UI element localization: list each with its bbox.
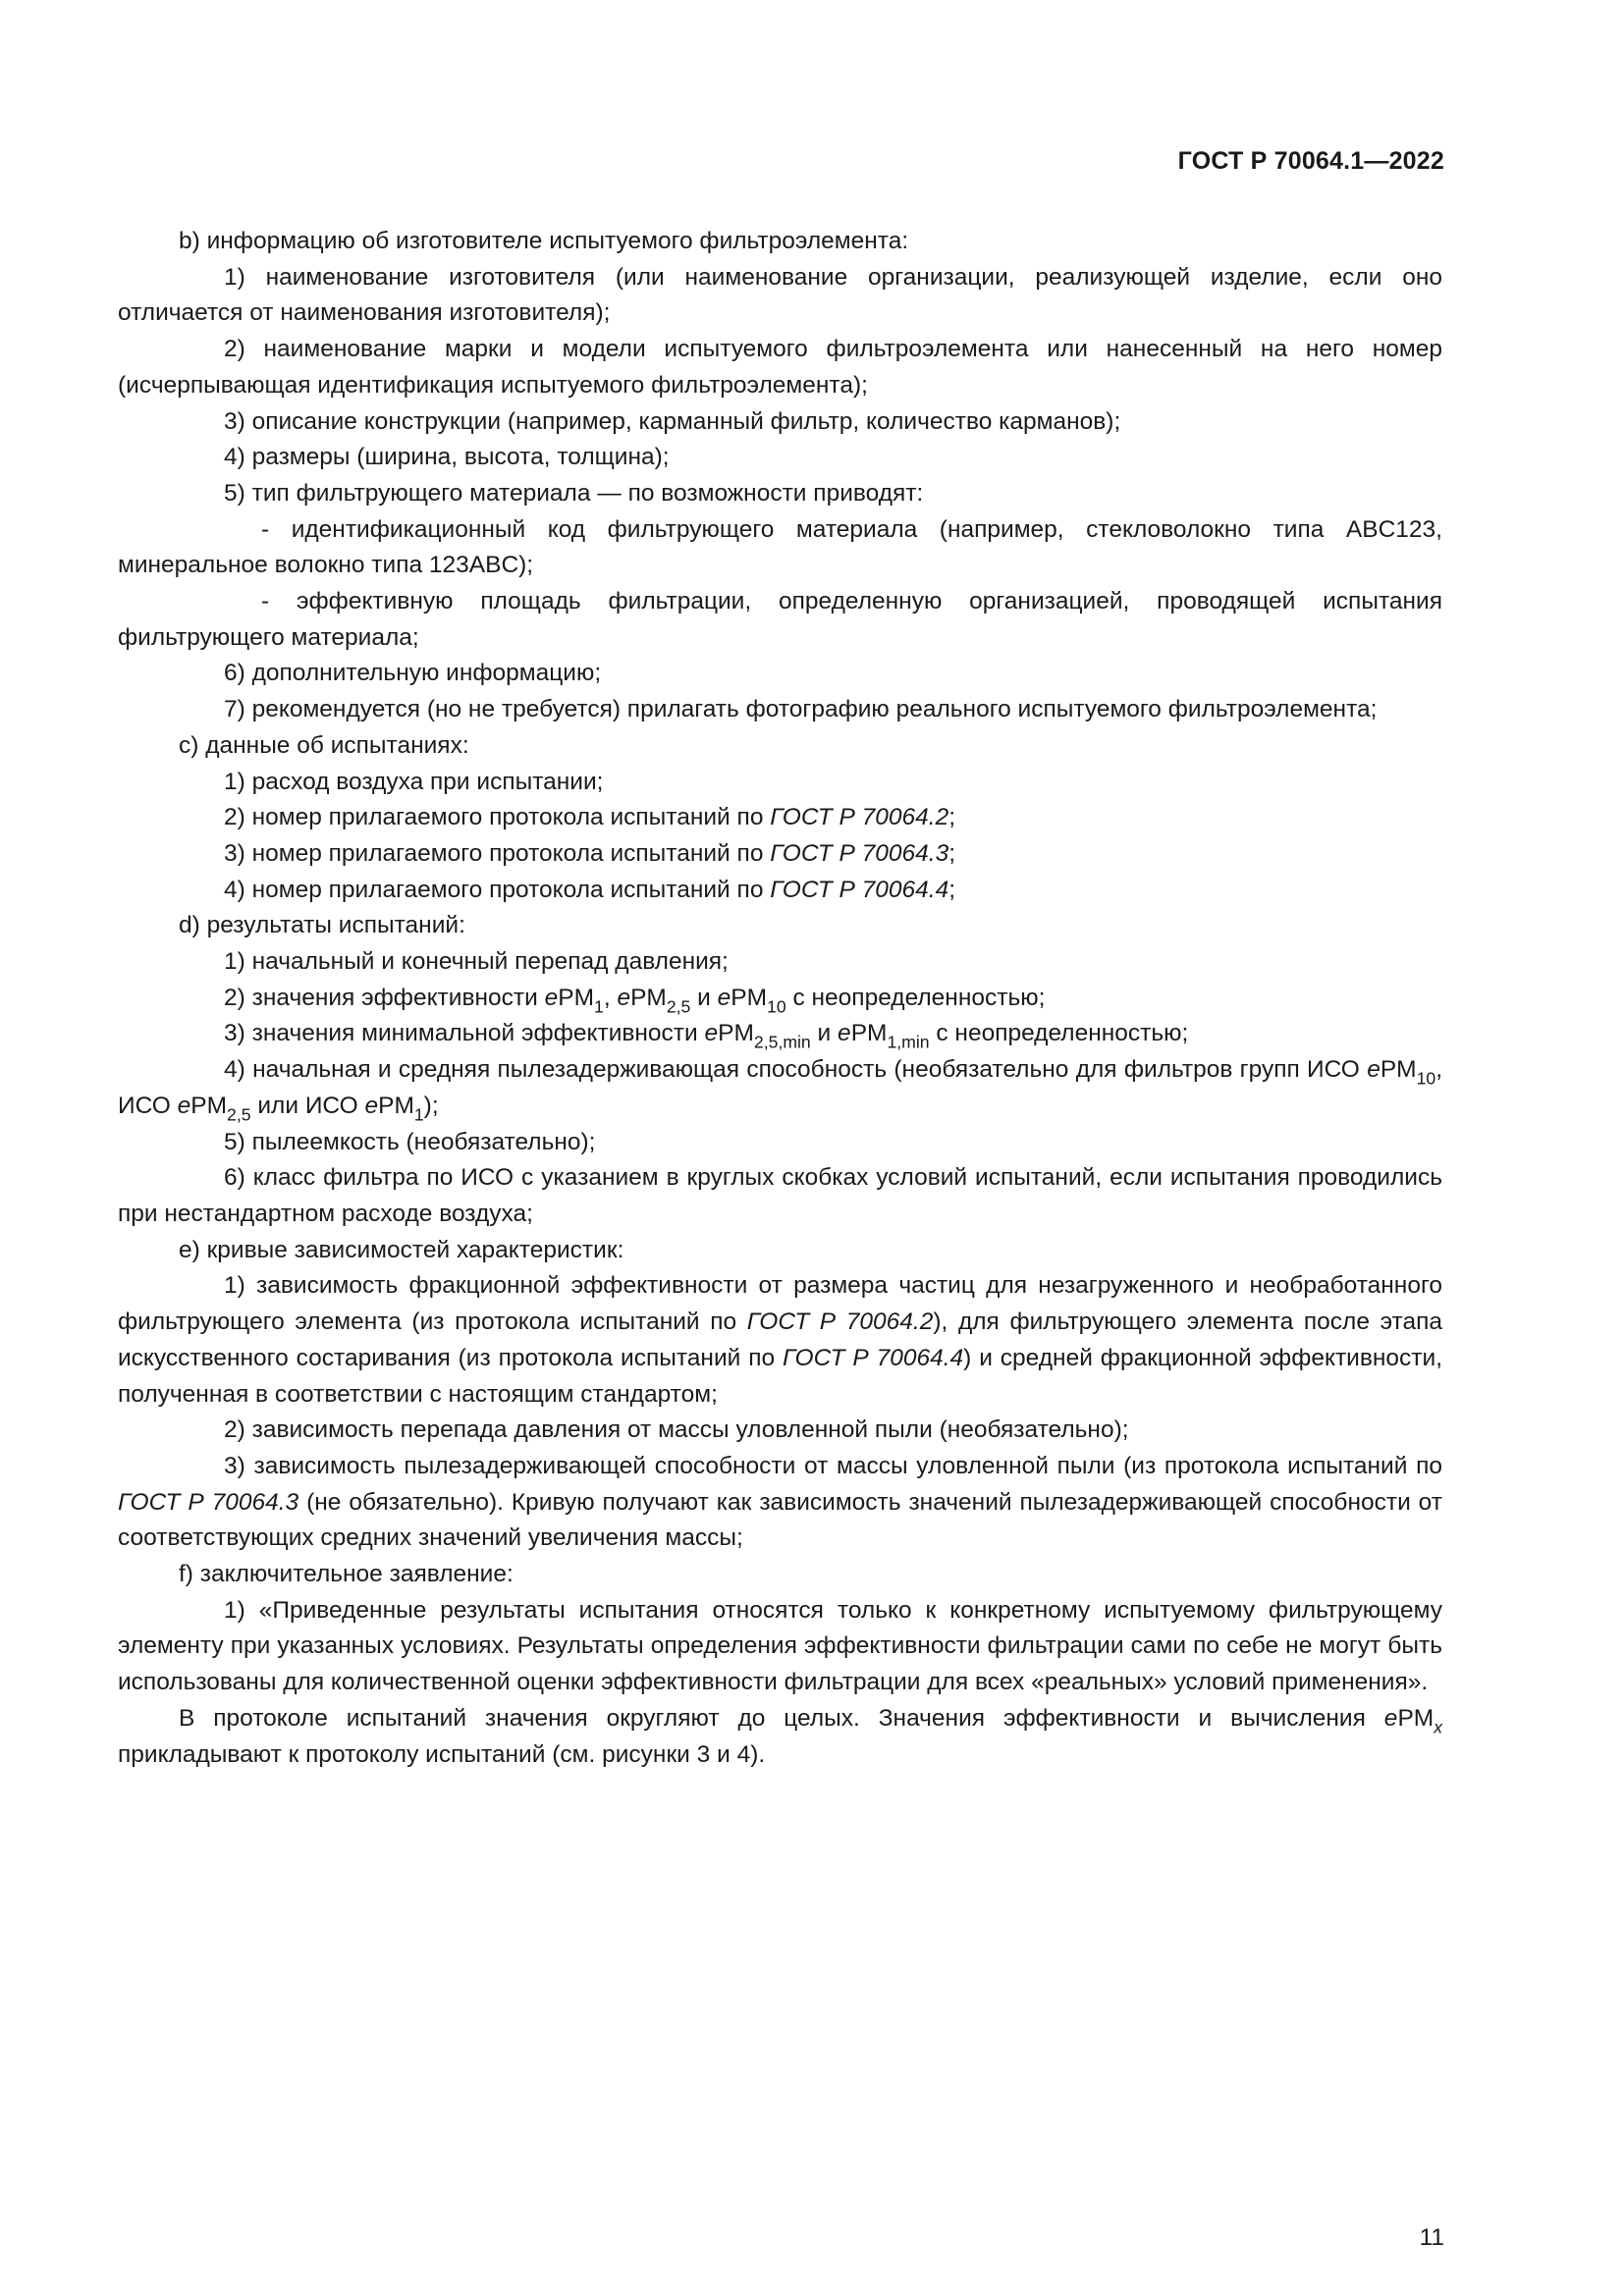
text-run: e	[704, 1020, 719, 1047]
paragraph	[118, 1052, 1442, 1124]
text-run: 1) начальный и конечный перепад давления;	[224, 948, 729, 976]
text-run: ;	[948, 839, 956, 867]
paragraph	[118, 873, 1442, 909]
text-run: , ИСО	[118, 1056, 1442, 1119]
paragraph	[118, 944, 1442, 981]
paragraph	[118, 1413, 1442, 1449]
text-run: 1) «Приведенные результаты испытания относятся только к конкретному испытуемому фильтрующему элементу при указанных условиях. Результаты определения эффективности фильтрации сами по себе не могут быть использованы для количественной оценки эффективности фильтрации для всех «реальных» условий применения».	[118, 1596, 1442, 1696]
text-run: b) информацию об изготовителе испытуемого фильтроэлемента:	[179, 228, 909, 254]
text-run: PM	[850, 1020, 888, 1047]
text-run: и	[810, 1020, 839, 1047]
paragraph	[118, 836, 1442, 873]
text-run: ,	[603, 984, 618, 1011]
paragraph	[118, 1449, 1442, 1557]
text-run: ;	[948, 876, 956, 903]
text-run: f) заключительное заявление:	[179, 1561, 514, 1588]
text-run: ГОСТ Р 70064.2	[746, 1308, 934, 1336]
text-run: e	[177, 1092, 191, 1119]
text-run: e	[364, 1092, 379, 1119]
paragraph	[118, 1233, 1442, 1269]
text-run: (не обязательно). Кривую получают как зависимость значений пылезадерживающей способности от соответствующих средних значений увеличения массы;	[118, 1488, 1442, 1552]
paragraph	[118, 512, 1442, 584]
paragraph	[118, 692, 1442, 728]
page-number: 11	[1419, 2224, 1444, 2251]
text-run: c) данные об испытаниях:	[179, 731, 469, 759]
paragraph	[118, 1701, 1442, 1773]
text-run: 2) номер прилагаемого протокола испытаний по	[224, 804, 771, 831]
paragraph	[118, 1268, 1442, 1413]
text-run: 4) номер прилагаемого протокола испытаний по	[224, 876, 771, 903]
text-run: ГОСТ Р 70064.4	[783, 1344, 964, 1371]
text-run: ГОСТ Р 70064.2	[770, 804, 949, 831]
text-run: PM	[718, 1020, 754, 1047]
text-run: прикладывают к протоколу испытаний (см. рисунки 3 и 4).	[118, 1740, 766, 1768]
text-run: 7) рекомендуется (но не требуется) прилагать фотографию реального испытуемого фильтроэлемента;	[224, 696, 1378, 723]
text-run: ) и средней фракционной эффективности, полученная в соответствии с настоящим стандартом;	[118, 1344, 1443, 1408]
text-run: 5) пылеемкость (необязательно);	[224, 1128, 596, 1155]
text-run: с неопределенностью;	[785, 984, 1046, 1011]
paragraph	[118, 476, 1442, 512]
text-run: 3) описание конструкции (например, карманный фильтр, количество карманов);	[224, 407, 1121, 435]
text-run: 4) размеры (ширина, высота, толщина);	[224, 444, 670, 471]
text-run: e	[1367, 1056, 1380, 1084]
text-run: d) результаты испытаний:	[179, 912, 465, 939]
text-run: 6) дополнительную информацию;	[224, 660, 602, 687]
paragraph	[118, 656, 1442, 692]
text-run: ), для фильтрующего элемента после этапа искусственного состаривания (из протокола испытаний по	[118, 1308, 1442, 1371]
text-run: e	[717, 984, 731, 1011]
text-run: e	[544, 984, 559, 1011]
paragraph	[118, 584, 1442, 656]
paragraph	[118, 404, 1442, 441]
text-run: 3) номер прилагаемого протокола испытаний по	[224, 839, 771, 867]
text-run: 10	[767, 996, 786, 1017]
text-run: PM	[1380, 1056, 1417, 1084]
paragraph	[118, 1016, 1442, 1052]
text-run: ГОСТ Р 70064.3	[118, 1488, 299, 1516]
text-run: или ИСО	[250, 1092, 365, 1119]
document-body	[118, 224, 1442, 1773]
text-run: e) кривые зависимостей характеристик:	[179, 1236, 624, 1263]
text-run: e	[617, 984, 631, 1011]
text-run: PM	[731, 984, 768, 1011]
text-run: 2) значения эффективности	[224, 984, 545, 1011]
text-run: ГОСТ Р 70064.3	[770, 839, 949, 867]
text-run: e	[1383, 1704, 1398, 1732]
text-run: 2) наименование марки и модели испытуемого фильтроэлемента или нанесенный на него номер (исчерпывающая идентификация испытуемого фильтроэлемента);	[118, 336, 1442, 399]
text-run: 2,5	[666, 996, 691, 1017]
text-run: PM	[378, 1092, 414, 1119]
text-run: 2,5,min	[753, 1032, 811, 1052]
text-run: 1	[413, 1104, 424, 1125]
paragraph	[118, 440, 1442, 476]
document-header: ГОСТ Р 70064.1—2022	[1177, 147, 1444, 175]
text-run: 3) зависимость пылезадерживающей способности от массы уловленной пыли (из протокола испытаний по	[224, 1452, 1442, 1479]
text-run: и	[690, 984, 718, 1011]
paragraph	[118, 1160, 1442, 1232]
text-run: PM	[558, 984, 594, 1011]
paragraph	[118, 800, 1442, 836]
paragraph	[118, 908, 1442, 944]
text-run: 3) значения минимальной эффективности	[224, 1020, 705, 1047]
text-run: 6) класс фильтра по ИСО с указанием в круглых скобках условий испытаний, если испытания проводились при нестандартном расходе воздуха;	[118, 1164, 1442, 1227]
text-run: 10	[1416, 1068, 1436, 1089]
text-run: - идентификационный код фильтрующего материала (например, стекловолокно типа ABC123, минеральное волокно типа 123ABC);	[118, 515, 1442, 579]
text-run: e	[838, 1020, 851, 1047]
paragraph	[118, 981, 1442, 1017]
text-run: 1) расход воздуха при испытании;	[224, 768, 604, 795]
text-run: x	[1434, 1717, 1442, 1737]
paragraph	[118, 260, 1442, 332]
paragraph	[118, 332, 1442, 403]
text-run: PM	[1397, 1704, 1435, 1732]
text-run: PM	[190, 1092, 228, 1119]
text-run: );	[423, 1092, 439, 1119]
paragraph	[118, 224, 1442, 260]
text-run: с неопределенностью;	[929, 1020, 1189, 1047]
text-run: ГОСТ Р 70064.4	[770, 876, 949, 903]
paragraph	[118, 765, 1442, 801]
text-run: 1,min	[887, 1032, 930, 1052]
text-run: 2) зависимость перепада давления от массы уловленной пыли (необязательно);	[224, 1416, 1129, 1444]
text-run: 5) тип фильтрующего материала — по возможности приводят:	[224, 479, 924, 507]
paragraph	[118, 1593, 1442, 1701]
paragraph	[118, 1125, 1442, 1161]
text-run: ;	[948, 804, 956, 831]
text-run: 4) начальная и средняя пылезадерживающая способность (необязательно для фильтров групп ИСО	[224, 1056, 1368, 1084]
text-run: 1) зависимость фракционной эффективности от размера частиц для незагруженного и необработанного фильтрующего элемента (из протокола испытаний по	[118, 1272, 1442, 1336]
text-run: 1) наименование изготовителя (или наименование организации, реализующей изделие, если оно отличается от наименования изготовителя);	[118, 263, 1442, 327]
paragraph	[118, 1557, 1442, 1593]
text-run: 1	[594, 996, 604, 1017]
text-run: PM	[630, 984, 667, 1011]
paragraph	[118, 728, 1442, 765]
text-run: - эффективную площадь фильтрации, определенную организацией, проводящей испытания фильтрующего материала;	[118, 588, 1442, 651]
text-run: В протоколе испытаний значения округляют до целых. Значения эффективности и вычисления	[179, 1704, 1384, 1732]
text-run: 2,5	[227, 1104, 251, 1125]
